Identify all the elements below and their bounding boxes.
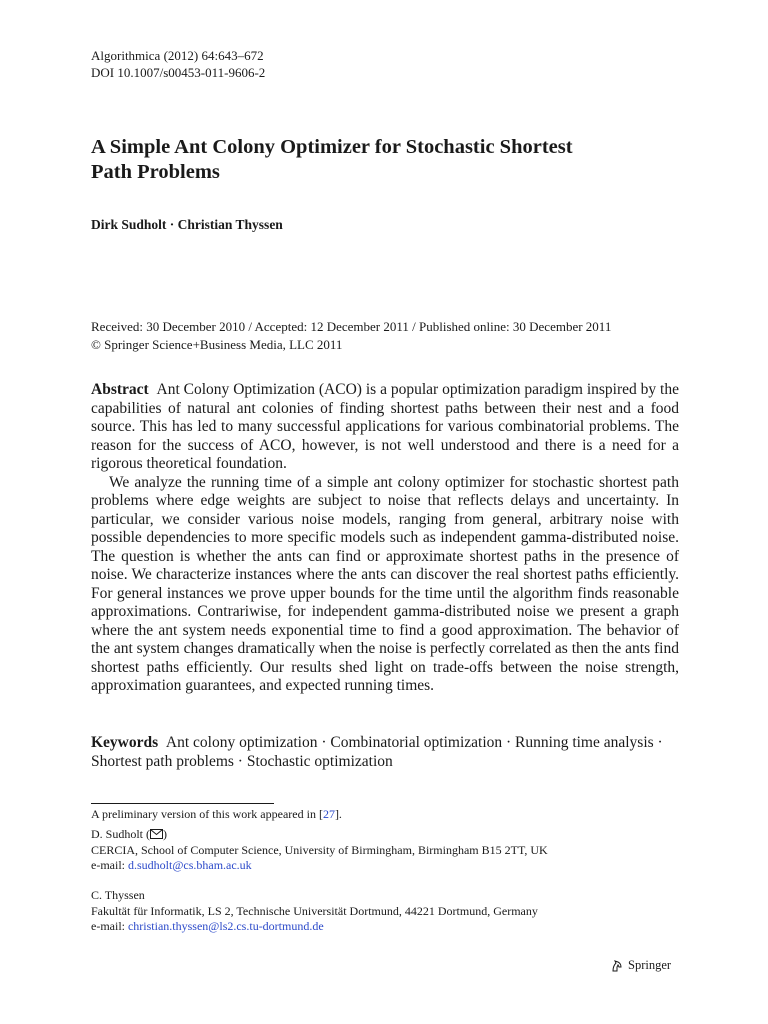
author-2-email-line: [91, 919, 538, 935]
publication-dates: [91, 318, 611, 354]
author-1-email-link[interactable]: d.sudholt@cs.bham.ac.uk: [127, 858, 252, 872]
abstract-label: Abstract: [91, 381, 149, 398]
keywords-text: Ant colony optimization · Combinatorial optimization · Running time analysis · Shortest path problems · Stochastic optimization: [91, 734, 663, 770]
author-1-name-line: [91, 827, 548, 843]
footnote-text: A preliminary version of this work appeared in [: [91, 807, 323, 821]
author-1-affiliation: CERCIA, School of Computer Science, University of Birmingham, Birmingham B15 2TT, UK: [91, 842, 548, 857]
authors: Dirk Sudholt · Christian Thyssen: [91, 217, 283, 232]
author-2-name: C. Thyssen: [91, 888, 145, 902]
email-label: e-mail:: [91, 919, 128, 933]
copyright: © Springer Science+Business Media, LLC 2011: [91, 337, 343, 352]
author-1-name: D. Sudholt (: [91, 827, 151, 841]
journal-header: [91, 47, 265, 81]
publisher-logo: [610, 958, 671, 973]
abstract-text-1: Ant Colony Optimization (ACO) is a popular optimization paradigm inspired by the capabilities of natural ant colonies of finding shortest paths between their nest and a food source. This has led to many successful applications for various combinatorial problems. The reason for the success of ACO, however, is not well understood and there is a need for a rigorous theoretical foundation.: [91, 381, 679, 472]
author-2-email-link[interactable]: christian.thyssen@ls2.cs.tu-dortmund.de: [127, 919, 324, 933]
author-2-info: [91, 888, 538, 935]
title-line-2: Path Problems: [91, 161, 220, 183]
footnote: [91, 806, 342, 822]
publisher-name: Springer: [628, 958, 672, 972]
envelope-icon: [150, 829, 163, 839]
reference-link[interactable]: 27: [322, 807, 335, 821]
author-1-email-line: [91, 858, 548, 874]
title-line-1: A Simple Ant Colony Optimizer for Stochastic Shortest: [91, 136, 573, 158]
author-1-info: [91, 827, 548, 874]
abstract: [91, 381, 679, 696]
abstract-paragraph-1: [91, 381, 679, 474]
abstract-paragraph-2: We analyze the running time of a simple ant colony optimizer for stochastic shortest path problems where edge weights are subject to noise that reflects delays and uncertainty. In particular, we consider various noise models, ranging from general, arbitrary noise with possible dependencies to more specific models such as independent gamma-distributed noise. The question is whether the ants can find or approximate shortest paths in the presence of noise. We characterize instances where the ants can discover the real shortest paths efficiently. For general instances we prove upper bounds for the time until the algorithm finds reasonable approximations. Contrariwise, for independent gamma-distributed noise we present a graph where the ant system needs exponential time to find a good approximation. The behavior of the ant system changes dramatically when the noise is perfectly correlated as then the ants find shortest paths efficiently. Our results shed light on trade-offs between the noise strength, approximation guarantees, and expected running times.: [91, 473, 679, 694]
keywords-label: Keywords: [91, 734, 159, 751]
author-2-affiliation: Fakultät für Informatik, LS 2, Technische Universität Dortmund, 44221 Dortmund, Germany: [91, 903, 538, 918]
email-label: e-mail:: [91, 858, 128, 872]
footnote-text-end: ].: [334, 807, 342, 821]
journal-citation: Algorithmica (2012) 64:643–672: [91, 48, 264, 63]
footnote-divider: [91, 803, 274, 804]
paper-title: [91, 135, 691, 185]
springer-horse-icon: [610, 959, 624, 973]
author-1-name-close: ): [163, 827, 168, 841]
keywords: [91, 734, 679, 771]
doi: DOI 10.1007/s00453-011-9606-2: [91, 65, 266, 80]
received-accepted-published: Received: 30 December 2010 / Accepted: 12 December 2011 / Published online: 30 December 2011: [91, 319, 612, 334]
